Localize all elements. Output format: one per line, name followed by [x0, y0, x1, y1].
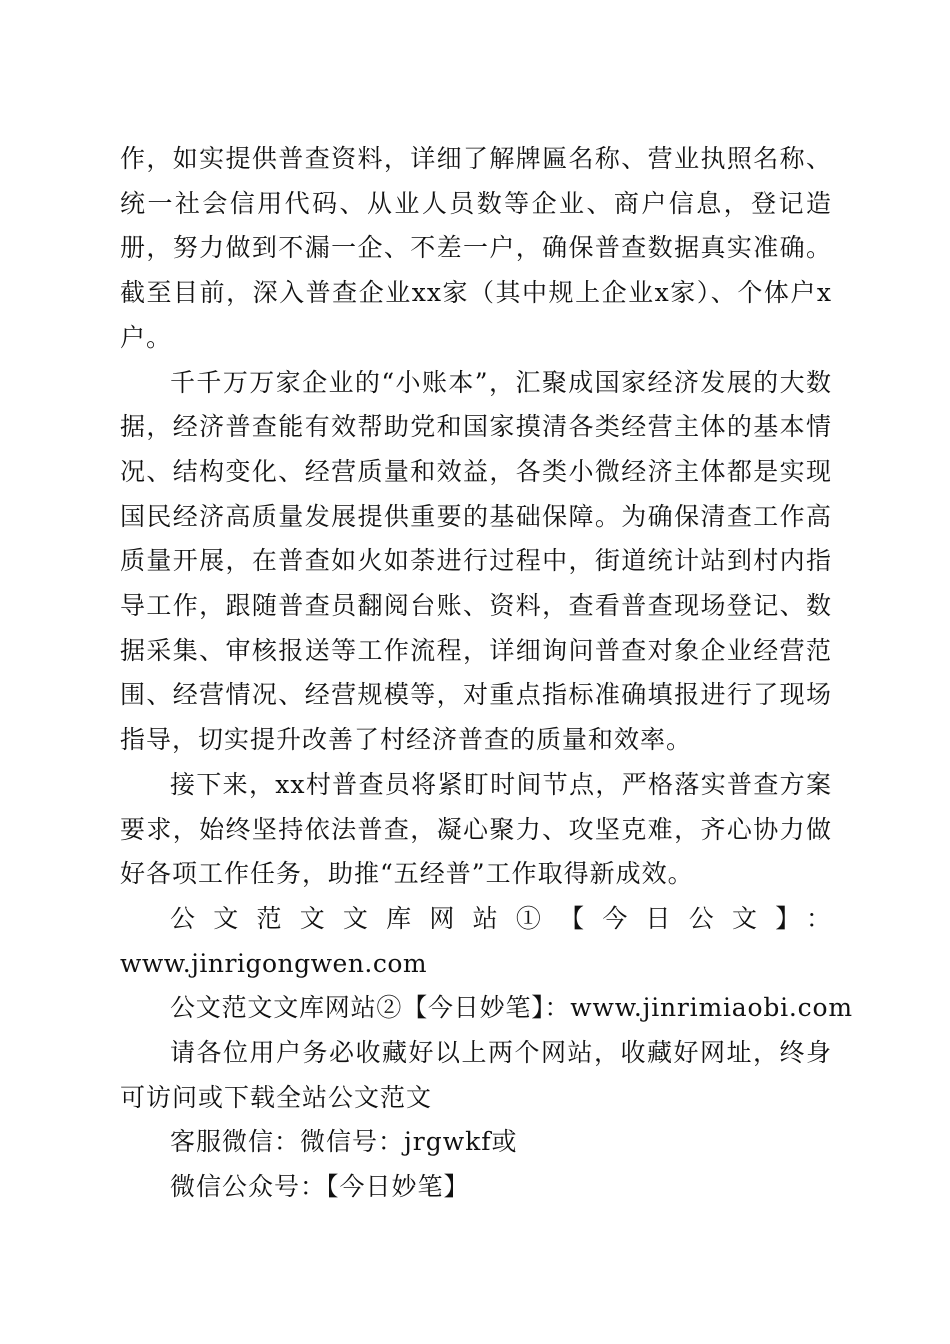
site1-url: www.jinrigongwen.com	[120, 948, 428, 978]
wechat-official: 微信公众号：【今日妙笔】	[170, 1172, 470, 1202]
wechat-service: 客服微信：微信号：jrgwkf或	[170, 1127, 518, 1157]
document-body	[120, 137, 853, 1210]
paragraph-big-data: 千千万万家企业的“小账本”，汇聚成国家经济发展的大数据，经济普查能有效帮助党和国家摸清各类经营主体的基本情况、结构变化、经营质量和效益，各类小微经济主体都是实现国民经济高质量发展提供重要的基础保障。为确保清查工作高质量开展，在普查如火如荼进行过程中，街道统计站到村内指导工作，跟随普查员翻阅台账、资料，查看普查现场登记、数据采集、审核报送等工作流程，详细询问普查对象企业经营范围、经营情况、经营规模等，对重点指标准确填报进行了现场指导，切实提升改善了村经济普查的质量和效率。	[120, 367, 832, 755]
paragraph-next-steps: 接下来，xx村普查员将紧盯时间节点，严格落实普查方案要求，始终坚持依法普查，凝心聚力、攻坚克难，齐心协力做好各项工作任务，助推“五经普”工作取得新成效。	[120, 769, 832, 889]
paragraph-continuation: 作，如实提供普查资料，详细了解牌匾名称、营业执照名称、统一社会信用代码、从业人员数等企业、商户信息，登记造册，努力做到不漏一企、不差一户，确保普查数据真实准确。截至目前，深入普查企业xx家（其中规上企业x家）、个体户x户。	[120, 144, 832, 352]
notice-text: 请各位用户务必收藏好以上两个网站，收藏好网址，终身可访问或下载全站公文范文	[120, 1038, 832, 1112]
site1-label: 公文范文文库网站①【今日公文】：	[170, 903, 832, 933]
site2-line: 公文范文文库网站②【今日妙笔】：www.jinrimiaobi.com	[170, 993, 853, 1023]
